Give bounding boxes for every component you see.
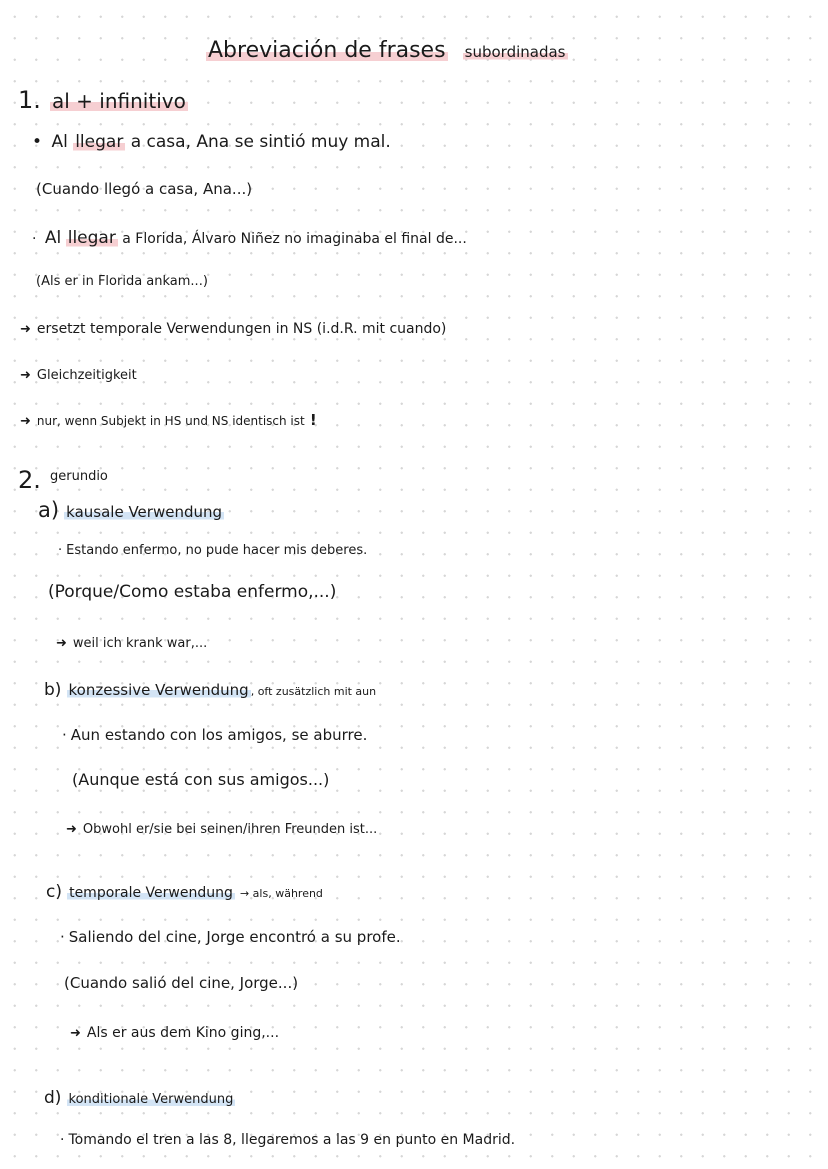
bullet-dot-icon: • xyxy=(32,132,43,152)
arrow-right-icon: ➜ xyxy=(20,414,31,429)
example-translation: (Als er in Florida ankam...) xyxy=(36,274,208,289)
note-line: ➜ ersetzt temporale Verwendungen in NS (i.d.R. mit cuando) xyxy=(20,321,447,337)
bullet-dot-icon: · xyxy=(60,1132,65,1148)
subsection-letter: c) xyxy=(46,882,62,902)
title-main: Abreviación de frases xyxy=(208,38,446,63)
bullet-dot-icon: · xyxy=(58,543,63,558)
example-paraphrase: (Cuando salió del cine, Jorge...) xyxy=(64,974,299,992)
example-line: · Tomando el tren a las 8, llegaremos a las 9 en punto en Madrid. xyxy=(60,1132,516,1148)
example-line: · Al llegar a Florida, Álvaro Niñez no imaginaba el final de... xyxy=(32,228,467,248)
translation-line: ➜ Als er aus dem Kino ging,... xyxy=(70,1025,280,1041)
subsection-letter: d) xyxy=(44,1088,62,1108)
example-line: · Aun estando con los amigos, se aburre. xyxy=(62,726,368,744)
example-paraphrase: (Aunque está con sus amigos...) xyxy=(72,770,330,789)
section-number: 2. xyxy=(18,466,41,494)
section-2-heading xyxy=(18,466,108,495)
subsection-letter: b) xyxy=(44,680,62,700)
subsection-c-heading: c) temporale Verwendung → als, während xyxy=(46,882,323,902)
translation-line: ➜ Obwohl er/sie bei seinen/ihren Freunden ist... xyxy=(66,822,378,837)
bullet-dot-icon: · xyxy=(60,928,65,946)
subsection-a-heading xyxy=(38,498,224,523)
example-line: • Al llegar a casa, Ana se sintió muy mal. xyxy=(32,132,391,152)
subsection-title: kausale Verwendung xyxy=(66,503,223,521)
translation-line: ➜ weil ich krank war,... xyxy=(56,636,208,651)
example-line: · Saliendo del cine, Jorge encontró a su profe. xyxy=(60,928,401,946)
note-line: ➜ nur, wenn Subjekt in HS und NS identisch ist ! xyxy=(20,411,317,429)
example-paraphrase: (Cuando llegó a casa, Ana...) xyxy=(36,180,253,198)
exclamation-mark: ! xyxy=(309,411,317,429)
arrow-right-icon: ➜ xyxy=(66,822,77,837)
highlight-word: llegar xyxy=(67,228,116,248)
arrow-right-icon: ➜ xyxy=(20,322,31,337)
section-1-heading xyxy=(18,86,188,115)
section-title: gerundio xyxy=(50,469,108,484)
subsection-title: konditionale Verwendung xyxy=(68,1092,234,1107)
subsection-d-heading xyxy=(44,1088,235,1108)
section-title: al + infinitivo xyxy=(52,89,186,113)
bullet-dot-icon: · xyxy=(32,231,37,247)
arrow-right-icon: ➜ xyxy=(56,636,67,651)
example-line: · Estando enfermo, no pude hacer mis deberes. xyxy=(58,543,368,558)
subsection-b-heading: b) konzessive Verwendung , oft zusätzlich mit aun xyxy=(44,680,377,700)
example-paraphrase: (Porque/Como estaba enfermo,...) xyxy=(48,582,337,602)
section-number: 1. xyxy=(18,86,41,114)
page-title xyxy=(206,38,568,64)
bullet-dot-icon: · xyxy=(62,726,67,744)
title-sub: subordinadas xyxy=(464,43,566,61)
arrow-right-icon: ➜ xyxy=(70,1026,81,1041)
subsection-letter: a) xyxy=(38,498,60,522)
subsection-title: konzessive Verwendung xyxy=(68,681,249,699)
subsection-title: temporale Verwendung xyxy=(69,885,233,901)
arrow-right-icon: ➜ xyxy=(20,368,31,383)
highlight-word: llegar xyxy=(75,132,124,152)
note-line: ➜ Gleichzeitigkeit xyxy=(20,368,137,383)
